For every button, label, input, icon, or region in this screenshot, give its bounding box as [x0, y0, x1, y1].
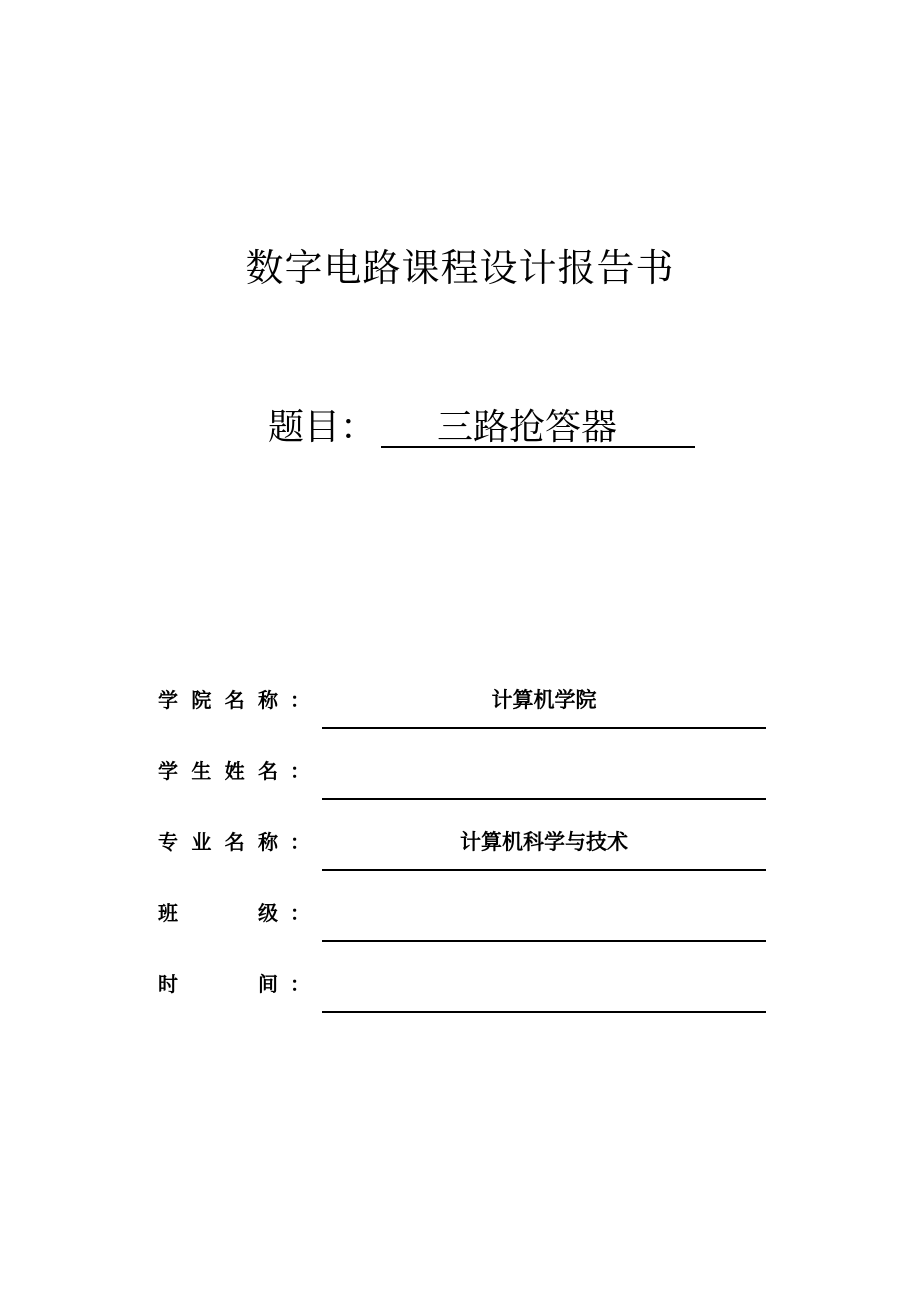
time-field: [322, 968, 766, 1013]
document-title: 数字电路课程设计报告书: [245, 246, 675, 290]
label-char: 生: [191, 759, 212, 783]
info-row-class: [158, 897, 768, 968]
info-row-major: [158, 826, 768, 897]
label-char: 院: [191, 688, 212, 712]
label-char: 名: [224, 688, 245, 712]
label-char: 班: [158, 901, 178, 925]
label-char: 专: [158, 830, 178, 854]
topic-value: 三路抢答器: [437, 407, 618, 448]
info-row-student-name: [158, 755, 768, 826]
label-char: 间: [258, 972, 278, 996]
student-name-field: [322, 755, 766, 800]
college-value: 计算机学院: [491, 688, 597, 712]
student-name-label: [158, 755, 278, 787]
topic-row: [268, 402, 698, 454]
info-row-college: [158, 684, 768, 755]
label-char: 姓: [224, 759, 245, 783]
topic-label: 题目：: [268, 407, 377, 448]
class-field: [322, 897, 766, 942]
label-char: 级: [258, 901, 278, 925]
label-char: 业: [191, 830, 212, 854]
major-value: 计算机科学与技术: [460, 830, 628, 854]
topic-underline: [381, 402, 695, 448]
college-field: [322, 684, 766, 729]
time-label: [158, 968, 278, 1000]
label-colon: ：: [290, 759, 310, 783]
class-label: [158, 897, 278, 929]
label-char: 时: [158, 972, 178, 996]
info-row-time: [158, 968, 768, 1039]
label-char: 名: [257, 759, 278, 783]
label-colon: ：: [290, 830, 310, 854]
label-char: 称: [257, 830, 278, 854]
label-colon: ：: [290, 688, 310, 712]
college-label: [158, 684, 278, 716]
label-char: 名: [224, 830, 245, 854]
major-label: [158, 826, 278, 858]
label-char: 学: [158, 759, 178, 783]
label-colon: ：: [290, 901, 310, 925]
major-field: [322, 826, 766, 871]
label-char: 学: [158, 688, 178, 712]
label-char: 称: [257, 688, 278, 712]
label-colon: ：: [290, 972, 310, 996]
